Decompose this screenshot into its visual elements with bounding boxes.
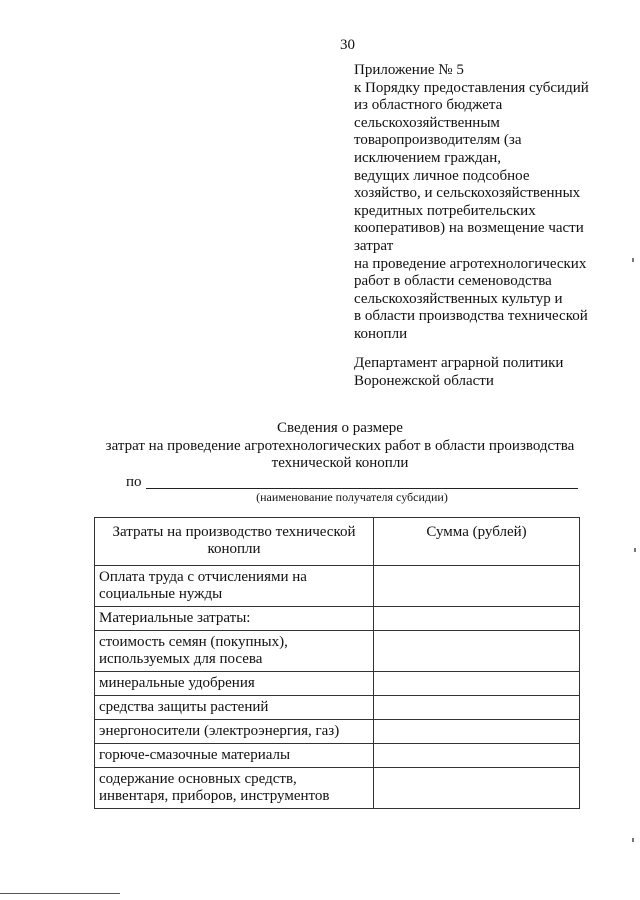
table-row — [95, 607, 580, 631]
appendix-note — [354, 62, 604, 344]
cost-item-name: энергоносители (электроэнергия, газ) — [95, 720, 374, 744]
appendix-line: к Порядку предоставления субсидий — [354, 79, 589, 96]
scan-margin-mark — [634, 548, 636, 552]
column-header-costs: Затраты на производство технической конопли — [95, 518, 374, 566]
cost-item-amount — [374, 720, 580, 744]
cost-item-name: стоимость семян (покупных), используемых для посева — [95, 631, 374, 672]
appendix-line: ведущих личное подсобное — [354, 167, 530, 184]
appendix-line: сельскохозяйственным — [354, 114, 500, 131]
cost-item-amount — [374, 768, 580, 809]
scan-margin-mark — [632, 838, 634, 842]
appendix-line: затрат — [354, 237, 394, 254]
appendix-line: из областного бюджета — [354, 97, 503, 114]
cost-item-name: Материальные затраты: — [95, 607, 374, 631]
column-header-amount: Сумма (рублей) — [374, 518, 580, 566]
appendix-line: товаропроизводителям (за — [354, 132, 522, 149]
appendix-line: работ в области семеноводства — [354, 273, 552, 290]
appendix-line: конопли — [354, 325, 408, 342]
department-line: Департамент аграрной политики — [354, 355, 564, 371]
cost-item-amount — [374, 672, 580, 696]
appendix-line: сельскохозяйственных культур и — [354, 290, 563, 307]
heading-line: Сведения о размере — [277, 420, 403, 436]
page-number: 30 — [340, 37, 355, 53]
table-row — [95, 744, 580, 768]
heading-line: затрат на проведение агротехнологических работ в области производства — [105, 437, 575, 454]
costs-table — [94, 517, 580, 809]
cost-item-name: горюче-смазочные материалы — [95, 744, 374, 768]
cost-item-amount — [374, 566, 580, 607]
recipient-blank-line — [146, 488, 578, 489]
appendix-line: на проведение агротехнологических — [354, 255, 587, 272]
cost-item-name: Оплата труда с отчислениями на социальные нужды — [95, 566, 374, 607]
appendix-line: хозяйство, и сельскохозяйственных — [354, 185, 581, 202]
appendix-line: исключением граждан, — [354, 149, 501, 166]
cost-item-amount — [374, 744, 580, 768]
cost-item-amount — [374, 607, 580, 631]
table-row — [95, 631, 580, 672]
scan-bottom-edge — [0, 893, 120, 894]
cost-item-amount — [374, 696, 580, 720]
cost-item-amount — [374, 631, 580, 672]
table-row — [95, 720, 580, 744]
table-row — [95, 566, 580, 607]
appendix-line: в области производства технической — [354, 308, 588, 325]
table-row — [95, 672, 580, 696]
table-row — [95, 768, 580, 809]
document-heading — [90, 420, 590, 473]
cost-item-name: средства защиты растений — [95, 696, 374, 720]
cost-item-name: содержание основных средств, инвентаря, приборов, инструментов — [95, 768, 374, 809]
cost-item-name: минеральные удобрения — [95, 672, 374, 696]
recipient-prefix: по — [126, 474, 142, 490]
appendix-line: кредитных потребительских — [354, 202, 536, 219]
department-name — [354, 355, 604, 390]
table-header-row — [95, 518, 580, 566]
appendix-line: кооперативов) на возмещение части — [354, 220, 584, 237]
recipient-caption: (наименование получателя субсидии) — [256, 490, 448, 504]
appendix-line: Приложение № 5 — [354, 62, 464, 78]
department-line: Воронежской области — [354, 372, 494, 389]
heading-line: технической конопли — [271, 455, 409, 471]
table-row — [95, 696, 580, 720]
scan-margin-mark — [632, 258, 634, 262]
